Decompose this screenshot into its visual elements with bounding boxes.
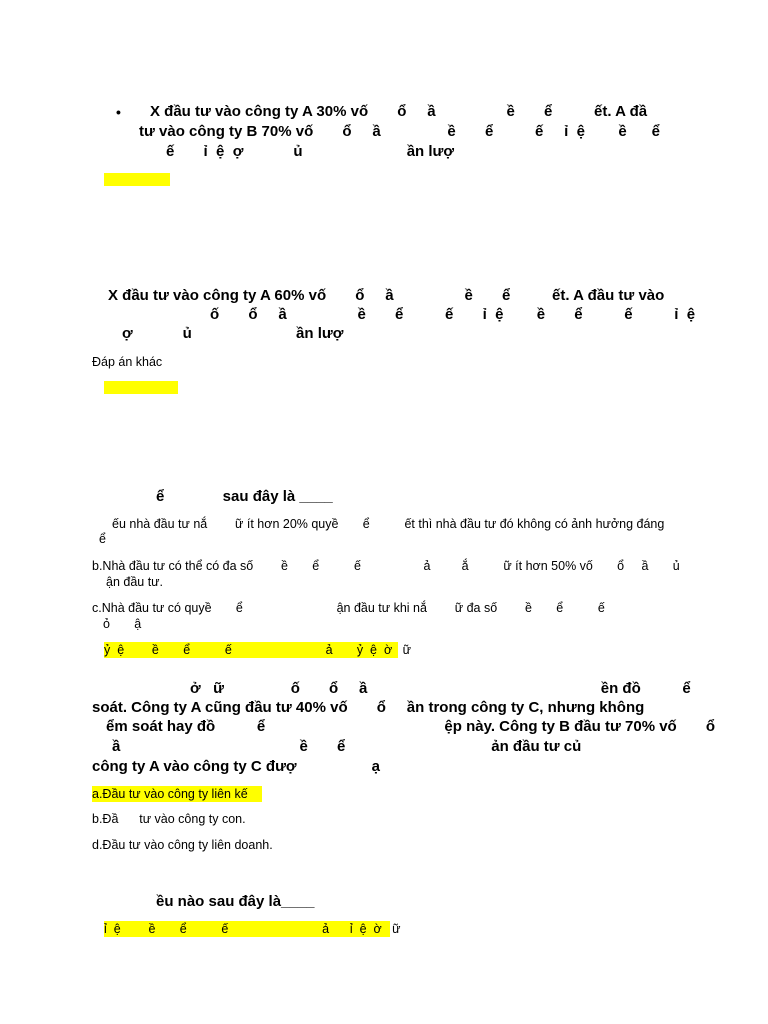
question-3-option-a-line-1: ếu nhà đầu tư nắ ữ ít hơn 20% quyề ể ết thì nhà đầu tư đó không có ảnh hưởng đáng (112, 517, 665, 531)
question-5-answer: ỉ ệ ề ể ế ả ỉ ệ ờ ữ (104, 922, 401, 936)
question-3-option-b-line-1: b.Nhà đầu tư có thể có đa số ề ể ế ả ắ ữ ít hơn 50% vố ổ ầ ủ (92, 559, 680, 573)
question-4-line-3: ểm soát hay đồ ể ệp này. Công ty B đầu tư 70% vố ổ (106, 718, 716, 735)
question-4-option-b: b.Đầ tư vào công ty con. (92, 812, 246, 826)
question-3-option-b-line-2: ận đầu tư. (106, 575, 164, 589)
question-4-answer: a.Đầu tư vào công ty liên kế (92, 786, 262, 802)
question-4-option-d: d.Đầu tư vào công ty liên doanh. (92, 838, 273, 852)
question-1-line-3: ế ỉ ệ ợ ủ ần lượ (166, 143, 455, 160)
question-4-line-2: soát. Công ty A cũng đầu tư 40% vố ổ ần trong công ty C, nhưng không (92, 699, 645, 716)
answer-highlight (104, 173, 170, 186)
question-1-line-1: X đầu tư vào công ty A 30% vố ổ ầ ề ể ết. A đầ (150, 103, 648, 120)
question-5-stem: ều nào sau đây là____ (156, 893, 315, 910)
question-4-line-4: ầ ề ể ản đầu tư củ (112, 738, 582, 755)
answer-highlight (104, 381, 178, 394)
question-4-line-1: ở ữ ố ổ ầ ền đồ ể (190, 680, 691, 697)
question-3-option-c-line-2: ỏ ậ (103, 617, 142, 631)
question-3-option-a-line-2: ể (99, 532, 106, 546)
question-3-stem: ể sau đây là ____ (156, 488, 333, 505)
question-1-line-2: tư vào công ty B 70% vố ổ ầ ề ể ế ỉ ệ ề ể (139, 123, 661, 140)
question-3-option-c-line-1: c.Nhà đầu tư có quyề ể ận đầu tư khi nắ ữ đa số ề ể ế (92, 601, 605, 615)
question-2-line-2: ố ổ ầ ề ể ế ỉ ệ ề ể ế ỉ ệ (210, 306, 696, 323)
question-4-line-5: công ty A vào công ty C đượ ạ (92, 758, 380, 775)
question-2-line-1: X đầu tư vào công ty A 60% vố ổ ầ ề ể ết. A đầu tư vào (108, 287, 665, 304)
question-2-line-3: ợ ủ ần lượ (122, 325, 344, 342)
question-2-option: Đáp án khác (92, 355, 163, 369)
question-3-answer: ỷ ệ ề ể ế ả ỷ ệ ờ ữ (104, 643, 411, 657)
list-bullet: • (116, 104, 121, 120)
